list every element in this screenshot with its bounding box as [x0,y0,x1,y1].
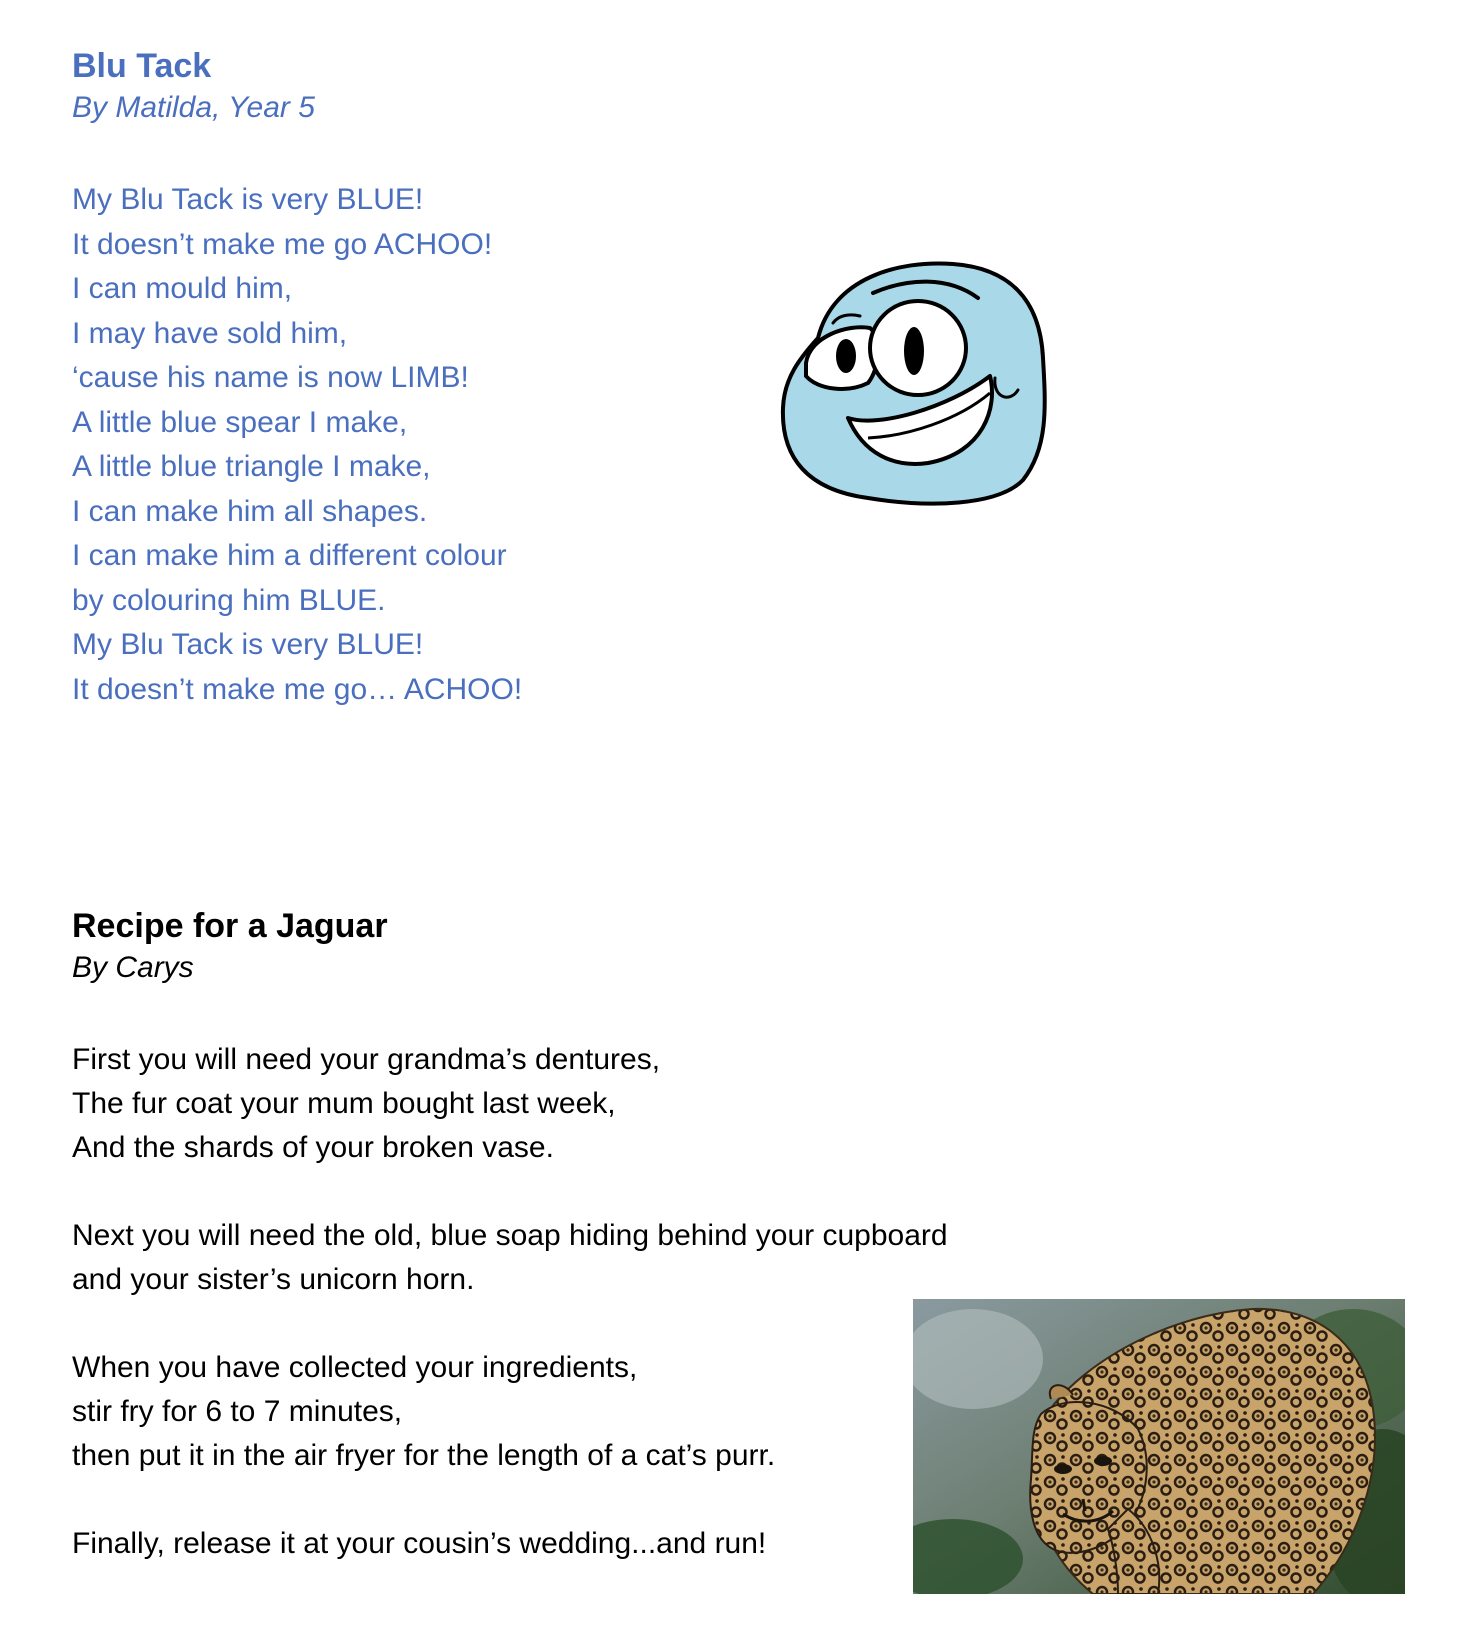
poem-line: by colouring him BLUE. [72,583,386,617]
poem-line: It doesn’t make me go… ACHOO! [72,672,523,706]
poem-line: I can mould him, [72,272,293,305]
poem-line: The fur coat your mum bought last week, [72,1087,616,1120]
blu-tack-face-icon [778,258,1074,510]
stanza [72,1346,948,1478]
right-pupil [904,327,924,375]
poem-line: It doesn’t make me go ACHOO! [72,227,493,261]
poem-author: By Carys [72,951,194,984]
left-pupil [836,339,856,373]
poem-title: Blu Tack [72,47,212,85]
poem-line: A little blue triangle I make, [72,450,431,483]
stanza [72,178,522,712]
stanza [72,1214,948,1302]
jaguar-photo [913,1299,1405,1594]
jaguar-icon [913,1299,1405,1594]
poem-line: ‘cause his name is now LIMB! [72,361,469,394]
poem-line: stir fry for 6 to 7 minutes, [72,1395,403,1428]
poem-line: My Blu Tack is very BLUE! [72,628,424,661]
poem-blu-tack [72,44,522,756]
poem-line: A little blue spear I make, [72,405,408,439]
blu-tack-face-drawing [778,258,1074,510]
poem-recipe-for-a-jaguar [72,904,948,1610]
poem-line: I can make him all shapes. [72,494,428,528]
poem-line: My Blu Tack is very BLUE! [72,183,424,216]
poem-line: then put it in the air fryer for the length of a cat’s purr. [72,1439,776,1472]
poem-line: And the shards of your broken vase. [72,1131,554,1164]
poem-line: Finally, release it at your cousin’s wedding...and run! [72,1527,767,1560]
poem-title: Recipe for a Jaguar [72,907,388,945]
stanza [72,1038,948,1170]
poem-author: By Matilda, Year 5 [72,91,315,124]
poem-line: Next you will need the old, blue soap hiding behind your cupboard [72,1219,948,1252]
poem-line: First you will need your grandma’s dentures, [72,1043,661,1076]
poem-line: I can make him a different colour [72,539,507,572]
stanza [72,1522,948,1566]
poem-line: I may have sold him, [72,316,348,350]
poem-line: When you have collected your ingredients, [72,1351,638,1384]
poem-line: and your sister’s unicorn horn. [72,1263,475,1296]
